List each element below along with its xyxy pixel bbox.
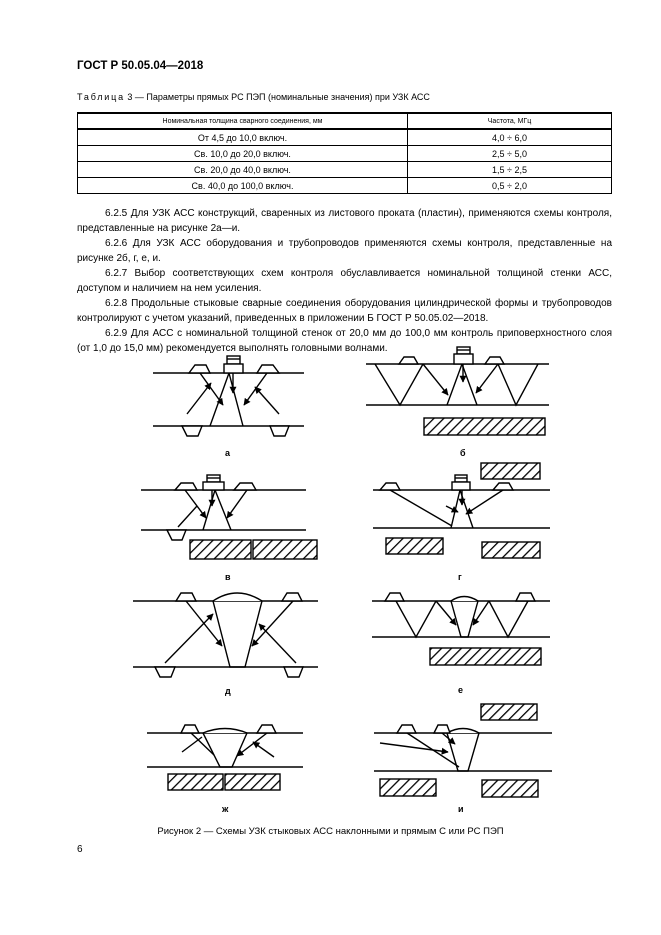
scheme-label: г — [458, 572, 462, 582]
figure-caption: Рисунок 2 — Схемы УЗК стыковых АСС наклонными и прямым С или РС ПЭП — [157, 826, 504, 837]
scheme-label: ж — [222, 804, 229, 814]
table-cell: 1,5 ÷ 2,5 — [408, 162, 612, 178]
paragraph-6-2-9: 6.2.9 Для АСС с номинальной толщиной стенок от 20,0 мм до 100,0 мм контроль приповерхностного слоя (от 1,0 до 15,0 мм) рекомендуется выполнять головными волнами. — [77, 328, 612, 354]
paragraph-6-2-6: 6.2.6 Для УЗК АСС оборудования и трубопроводов применяются схемы контроля, представленные на рисунке 2б, г, е, и. — [77, 238, 612, 264]
scheme-label: б — [460, 448, 466, 458]
table-cell: От 4,5 до 10,0 включ. — [78, 129, 408, 146]
scheme-i — [374, 704, 552, 797]
scheme-label: д — [225, 686, 231, 696]
table-header-cell: Частота, МГц — [408, 113, 612, 129]
table-header-cell: Номинальная толщина сварного соединения, мм — [78, 113, 408, 129]
standard-header: ГОСТ Р 50.05.04—2018 — [77, 60, 204, 72]
scheme-a — [153, 356, 304, 436]
scheme-v — [141, 475, 317, 559]
table-header-row — [78, 113, 612, 129]
scheme-b — [366, 347, 549, 435]
table-cell: Св. 20,0 до 40,0 включ. — [78, 162, 408, 178]
table-cell: Св. 10,0 до 20,0 включ. — [78, 146, 408, 162]
page-number: 6 — [77, 844, 83, 855]
table-cell: 0,5 ÷ 2,0 — [408, 178, 612, 194]
scheme-label: и — [458, 804, 464, 814]
table-row — [78, 178, 612, 194]
table-caption-label: Таблица — [77, 92, 125, 102]
weld-inspection-schemes — [0, 340, 661, 820]
parameters-table — [77, 112, 612, 194]
scheme-zh — [147, 725, 303, 790]
scheme-label: в — [225, 572, 231, 582]
table-cell: 4,0 ÷ 6,0 — [408, 129, 612, 146]
table-row — [78, 162, 612, 178]
scheme-g — [373, 463, 550, 558]
paragraph-6-2-7: 6.2.7 Выбор соответствующих схем контроля обуславливается номинальной толщиной стенки АСС, доступом и наличием на нем усиления. — [77, 268, 612, 294]
paragraph-6-2-5: 6.2.5 Для УЗК АСС конструкций, сваренных из листового проката (пластин), применяются схемы контроля, представленные на рисунке 2а—и. — [77, 208, 612, 234]
body-text — [77, 206, 612, 356]
table-row — [78, 146, 612, 162]
scheme-e — [372, 593, 550, 665]
scheme-d — [133, 593, 318, 677]
table-caption-text: 3 — Параметры прямых РС ПЭП (номинальные значения) при УЗК АСС — [124, 92, 430, 102]
table-cell: 2,5 ÷ 5,0 — [408, 146, 612, 162]
scheme-label: а — [225, 448, 231, 458]
scheme-label: е — [458, 685, 464, 695]
table-caption — [77, 92, 430, 102]
table-row — [78, 129, 612, 146]
paragraph-6-2-8: 6.2.8 Продольные стыковые сварные соединения оборудования цилиндрической формы и трубопроводов контролируют с учетом указаний, приведенных в приложении Б ГОСТ Р 50.05.02—2018. — [77, 298, 612, 324]
table-cell: Св. 40,0 до 100,0 включ. — [78, 178, 408, 194]
